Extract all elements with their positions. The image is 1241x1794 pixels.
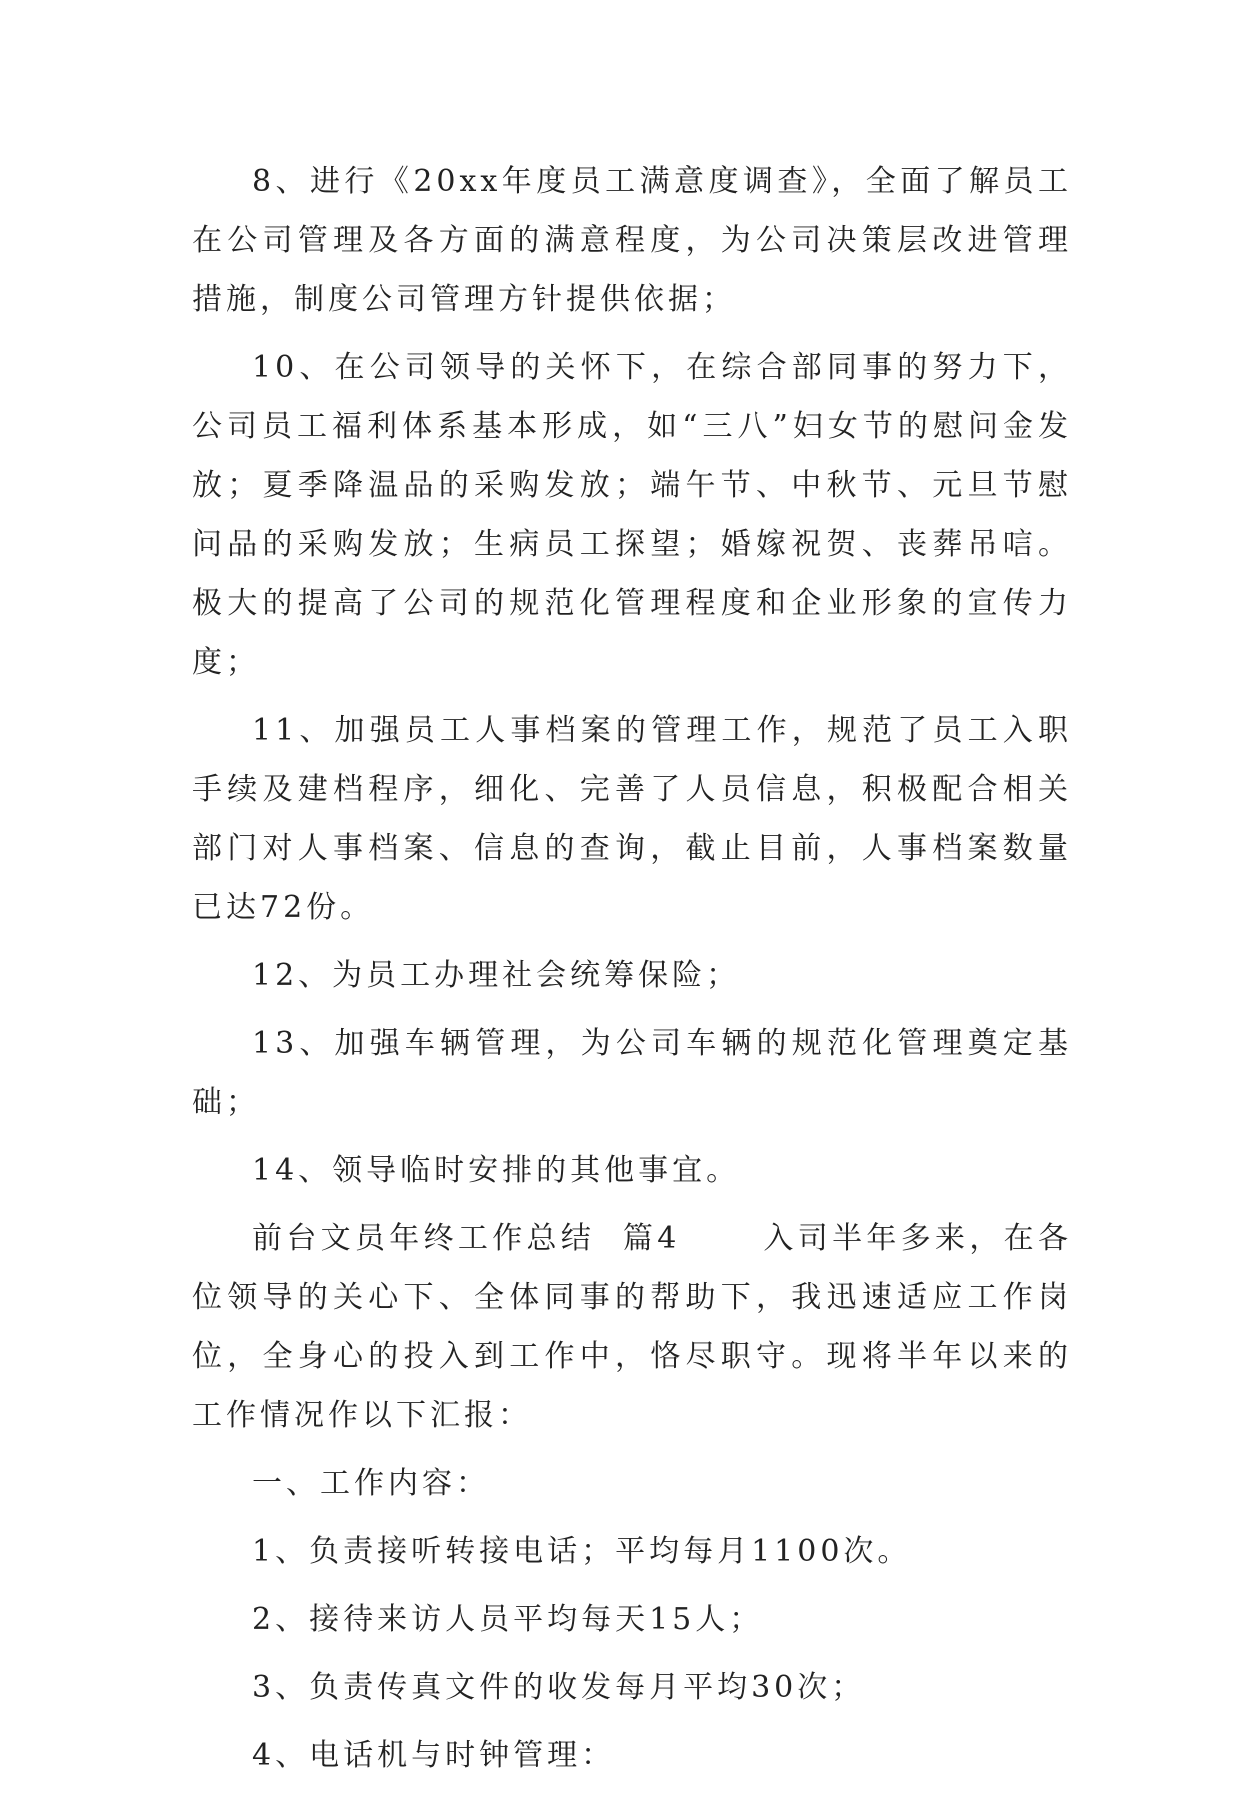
work-item-3: 3、负责传真文件的收发每月平均30次；: [252, 1670, 866, 1705]
paragraph-item-12: 12、为员工办理社会统筹保险；: [252, 958, 741, 993]
work-item-2: 2、接待来访人员平均每天15人；: [252, 1602, 764, 1637]
work-content-heading: 一、工作内容：: [252, 1466, 490, 1501]
document-body: [192, 152, 1072, 1794]
paragraph-item-10: 10、在公司领导的关怀下，在综合部同事的努力下，公司员工福利体系基本形成，如“三八”妇女节的慰问金发放；夏季降温品的采购发放；端午节、中秋节、元旦节慰问品的采购发放；生病员工探望；婚嫁祝贺、丧葬吊唁。极大的提高了公司的规范化管理程度和企业形象的宣传力度；: [192, 350, 1072, 680]
work-item-1: 1、负责接听转接电话；平均每月1100次。: [252, 1534, 912, 1569]
paragraph-item-14: 14、领导临时安排的其他事宜。: [252, 1153, 741, 1188]
paragraph-item-11: 11、加强员工人事档案的管理工作，规范了员工入职手续及建档程序，细化、完善了人员信息，积极配合相关部门对人事档案、信息的查询，截止目前，人事档案数量已达72份。: [192, 713, 1072, 925]
section-heading-part-4: 前台文员年终工作总结 篇4 入司半年多来，在各位领导的关心下、全体同事的帮助下，我迅速适应工作岗位，全身心的投入到工作中，恪尽职守。现将半年以来的工作情况作以下汇报：: [192, 1221, 1072, 1433]
work-item-4: 4、电话机与时钟管理：: [252, 1738, 616, 1773]
paragraph-item-13: 13、加强车辆管理，为公司车辆的规范化管理奠定基础；: [192, 1026, 1072, 1120]
paragraph-item-8: 8、进行《20xx年度员工满意度调查》，全面了解员工在公司管理及各方面的满意程度，为公司决策层改进管理措施，制度公司管理方针提供依据；: [192, 164, 1072, 317]
